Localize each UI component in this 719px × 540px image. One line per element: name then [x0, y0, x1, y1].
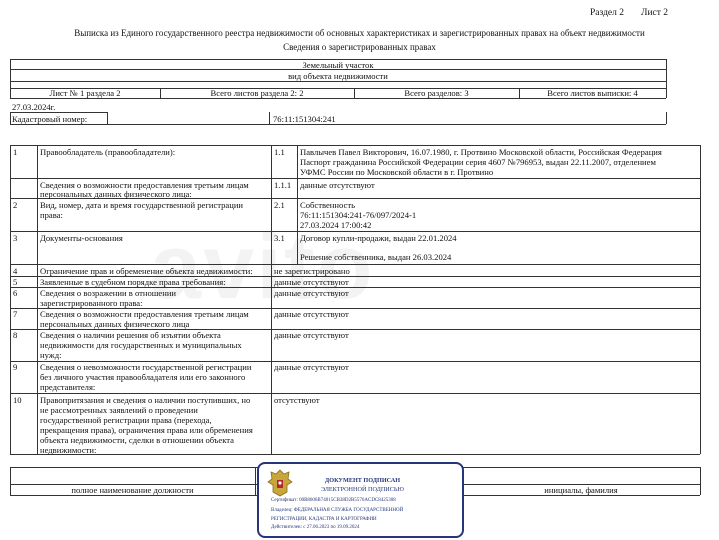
row-value: Договор купли-продажи, выдан 22.01.2024 — [300, 233, 457, 243]
row-label: недвижимости: — [40, 445, 97, 455]
row-number: 1 — [13, 147, 18, 157]
row-number: 3 — [13, 233, 18, 243]
row-label: Сведения о возможности предоставления третьим лицам — [40, 180, 249, 190]
row-label: Правообладатель (правообладатели): — [40, 147, 176, 157]
row-label: Сведения о невозможности государственной регистрации — [40, 362, 252, 372]
row-value: 76:11:151304:241-76/097/2024-1 — [300, 210, 417, 220]
signature-owner: Владелец: ФЕДЕРАЛЬНАЯ СЛУЖБА ГОСУДАРСТВЕННОЙ — [271, 508, 404, 513]
signature-title: ДОКУМЕНТ ПОДПИСАН — [325, 477, 401, 484]
row-label: прекращения права), ограничения права или обременения — [40, 425, 253, 435]
row-value: данные отсутствуют — [274, 330, 349, 340]
row-label: Вид, номер, дата и время государственной регистрации — [40, 200, 244, 210]
row-label: Сведения о наличии решения об изъятии объекта — [40, 330, 221, 340]
row-label: Правопритязания и сведения о наличии поступивших, но — [40, 395, 251, 405]
row-value: Собственность — [300, 200, 355, 210]
cadastral-label: Кадастровый номер: — [12, 114, 88, 124]
row-value: данные отсутствуют — [274, 362, 349, 372]
row-subnumber: 1.1 — [274, 147, 285, 157]
document-subtitle: Сведения о зарегистрированных правах — [283, 42, 436, 52]
row-value: данные отсутствуют — [274, 288, 349, 298]
row-label: зарегистрированного права: — [40, 298, 143, 308]
signature-owner: РЕГИСТРАЦИИ, КАДАСТРА И КАРТОГРАФИИ — [271, 517, 377, 522]
total-sections: Всего разделов: 3 — [404, 88, 469, 98]
row-label: не рассмотренных заявлений о проведении — [40, 405, 198, 415]
row-label: Заявленные в судебном порядке права требования: — [40, 277, 226, 287]
row-value: 27.03.2024 17:00:42 — [300, 220, 372, 230]
row-value: не зарегистрировано — [274, 266, 350, 276]
sheet-label: Лист 2 — [641, 8, 669, 18]
total-sheets-extract: Всего листов выписки: 4 — [547, 88, 638, 98]
row-number: 4 — [13, 266, 18, 276]
row-label: Сведения о возражении в отношении — [40, 288, 177, 298]
sheet-number: Лист № 1 раздела 2 — [49, 88, 121, 98]
row-label: права: — [40, 210, 63, 220]
row-label: персональных данных физического лица — [40, 319, 190, 329]
row-label: Ограничение прав и обременение объекта недвижимости: — [40, 266, 253, 276]
row-number: 5 — [13, 277, 18, 287]
section-label: Раздел 2 — [590, 8, 624, 18]
row-value: Решение собственника, выдан 26.03.2024 — [300, 252, 452, 262]
row-number: 9 — [13, 362, 18, 372]
row-subnumber: 3.1 — [274, 233, 285, 243]
signature-subtitle: ЭЛЕКТРОННОЙ ПОДПИСЬЮ — [321, 486, 404, 493]
row-label: персональных данных физического лица: — [40, 189, 192, 199]
extract-date: 27.03.2024г. — [12, 102, 56, 112]
row-number: 6 — [13, 288, 18, 298]
row-value: УФМС России по Московской области в г. Протвино — [300, 167, 494, 177]
row-label: представителя: — [40, 382, 96, 392]
signature-validity: Действителен: с 27.06.2023 по 19.09.2024 — [271, 525, 360, 530]
object-name: Земельный участок — [302, 60, 374, 70]
row-label: государственной регистрации права (перехода, — [40, 415, 212, 425]
row-value: Паспорт гражданина Российской Федерации серия 4607 №796953, выдан 22.11.2007, отделением — [300, 157, 656, 167]
object-kind-caption: вид объекта недвижимости — [288, 71, 388, 81]
row-value: данные отсутствуют — [274, 277, 349, 287]
row-label: Сведения о возможности предоставления третьим лицам — [40, 309, 249, 319]
cadastral-number: 76:11:151304:241 — [273, 114, 336, 124]
electronic-signature-stamp — [257, 462, 464, 538]
row-label: без личного участия правообладателя или его законного — [40, 372, 246, 382]
row-subnumber: 1.1.1 — [274, 180, 292, 190]
row-value: отсутствуют — [274, 395, 320, 405]
position-caption: полное наименование должности — [71, 485, 194, 495]
row-value: данные отсутствуют — [300, 180, 375, 190]
document-title: Выписка из Единого государственного реестра недвижимости об основных характеристиках и зарегистрированных правах на объект недвижимости — [74, 28, 645, 38]
row-number: 10 — [13, 395, 22, 405]
row-value: Павлычев Павел Викторович, 16.07.1980, г. Протвино Московской области, Российская Федерация — [300, 147, 662, 157]
row-number: 7 — [13, 309, 18, 319]
row-label: объекта недвижимости, сделки в отношении объекта — [40, 435, 234, 445]
total-sheets-section: Всего листов раздела 2: 2 — [210, 88, 304, 98]
row-label: недвижимости для государственных и муниципальных — [40, 340, 242, 350]
signature-certificate: Сертификат: 00B8606B74015CB38D2B5576ACDC8425308 — [271, 498, 396, 503]
row-label: Документы-основания — [40, 233, 123, 243]
row-number: 8 — [13, 330, 18, 340]
row-subnumber: 2.1 — [274, 200, 285, 210]
row-number: 2 — [13, 200, 18, 210]
initials-caption: инициалы, фамилия — [544, 485, 618, 495]
coat-of-arms-icon — [265, 467, 295, 499]
row-label: нужд: — [40, 350, 62, 360]
row-value: данные отсутствуют — [274, 309, 349, 319]
